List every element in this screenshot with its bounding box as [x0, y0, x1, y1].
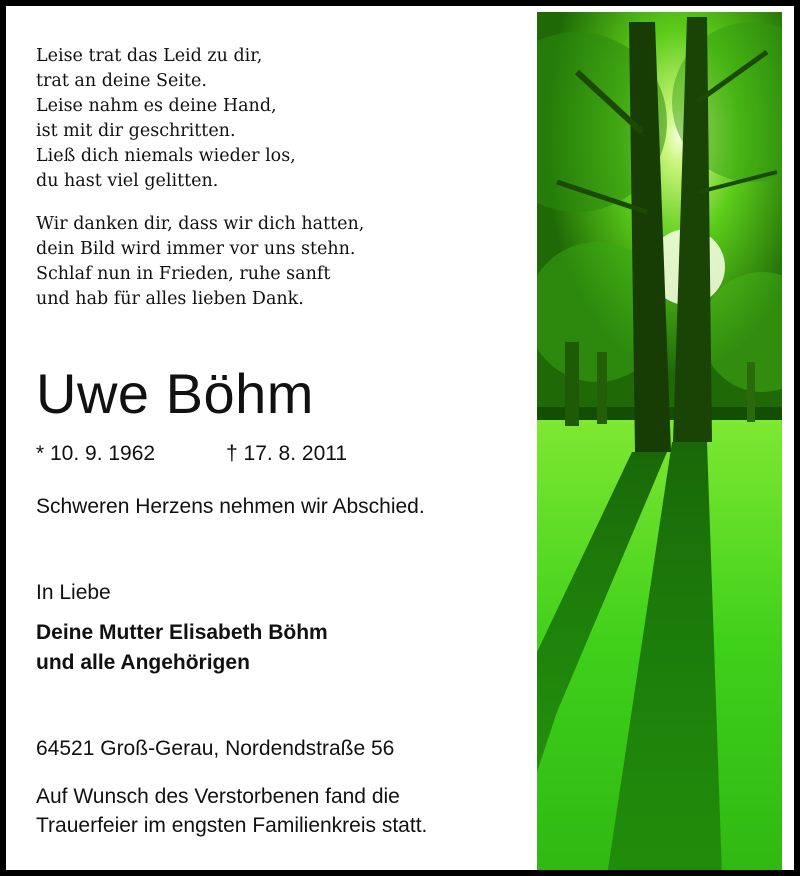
poem-line: und hab für alles lieben Dank. — [36, 289, 304, 309]
ceremony-note — [36, 782, 516, 840]
poem-line: dein Bild wird immer vor uns stehn. — [36, 239, 356, 259]
tree-photo-image — [537, 12, 782, 876]
poem-line: Leise trat das Leid zu dir, — [36, 46, 263, 66]
poem-line: Ließ dich niemals wieder los, — [36, 146, 296, 166]
deceased-name: Uwe Böhm — [36, 362, 314, 425]
poem-stanza-2 — [36, 212, 516, 312]
signer-line: und alle Angehörigen — [36, 651, 250, 674]
poem-line: du hast viel gelitten. — [36, 171, 219, 191]
poem-line: Schlaf nun in Frieden, ruhe sanft — [36, 264, 331, 284]
poem-line: trat an deine Seite. — [36, 71, 207, 91]
address: 64521 Groß-Gerau, Nordendstraße 56 — [36, 737, 395, 760]
right-margin — [782, 6, 800, 876]
poem-line: ist mit dir geschritten. — [36, 121, 236, 141]
life-dates — [36, 442, 516, 466]
birth-date: * 10. 9. 1962 — [36, 442, 156, 465]
farewell-text: Schweren Herzens nehmen wir Abschied. — [36, 495, 425, 518]
signoff-intro: In Liebe — [36, 581, 111, 604]
poem-stanza-1 — [36, 44, 516, 194]
signer-line: Deine Mutter Elisabeth Böhm — [36, 621, 328, 644]
death-date: † 17. 8. 2011 — [226, 442, 348, 465]
poem-line: Leise nahm es deine Hand, — [36, 96, 277, 116]
poem-line: Wir danken dir, dass wir dich hatten, — [36, 214, 365, 234]
note-line: Auf Wunsch des Verstorbenen fand die — [36, 785, 400, 808]
signers — [36, 618, 516, 678]
obituary-text-column — [36, 44, 516, 840]
note-line: Trauerfeier im engsten Familienkreis statt. — [36, 814, 428, 837]
